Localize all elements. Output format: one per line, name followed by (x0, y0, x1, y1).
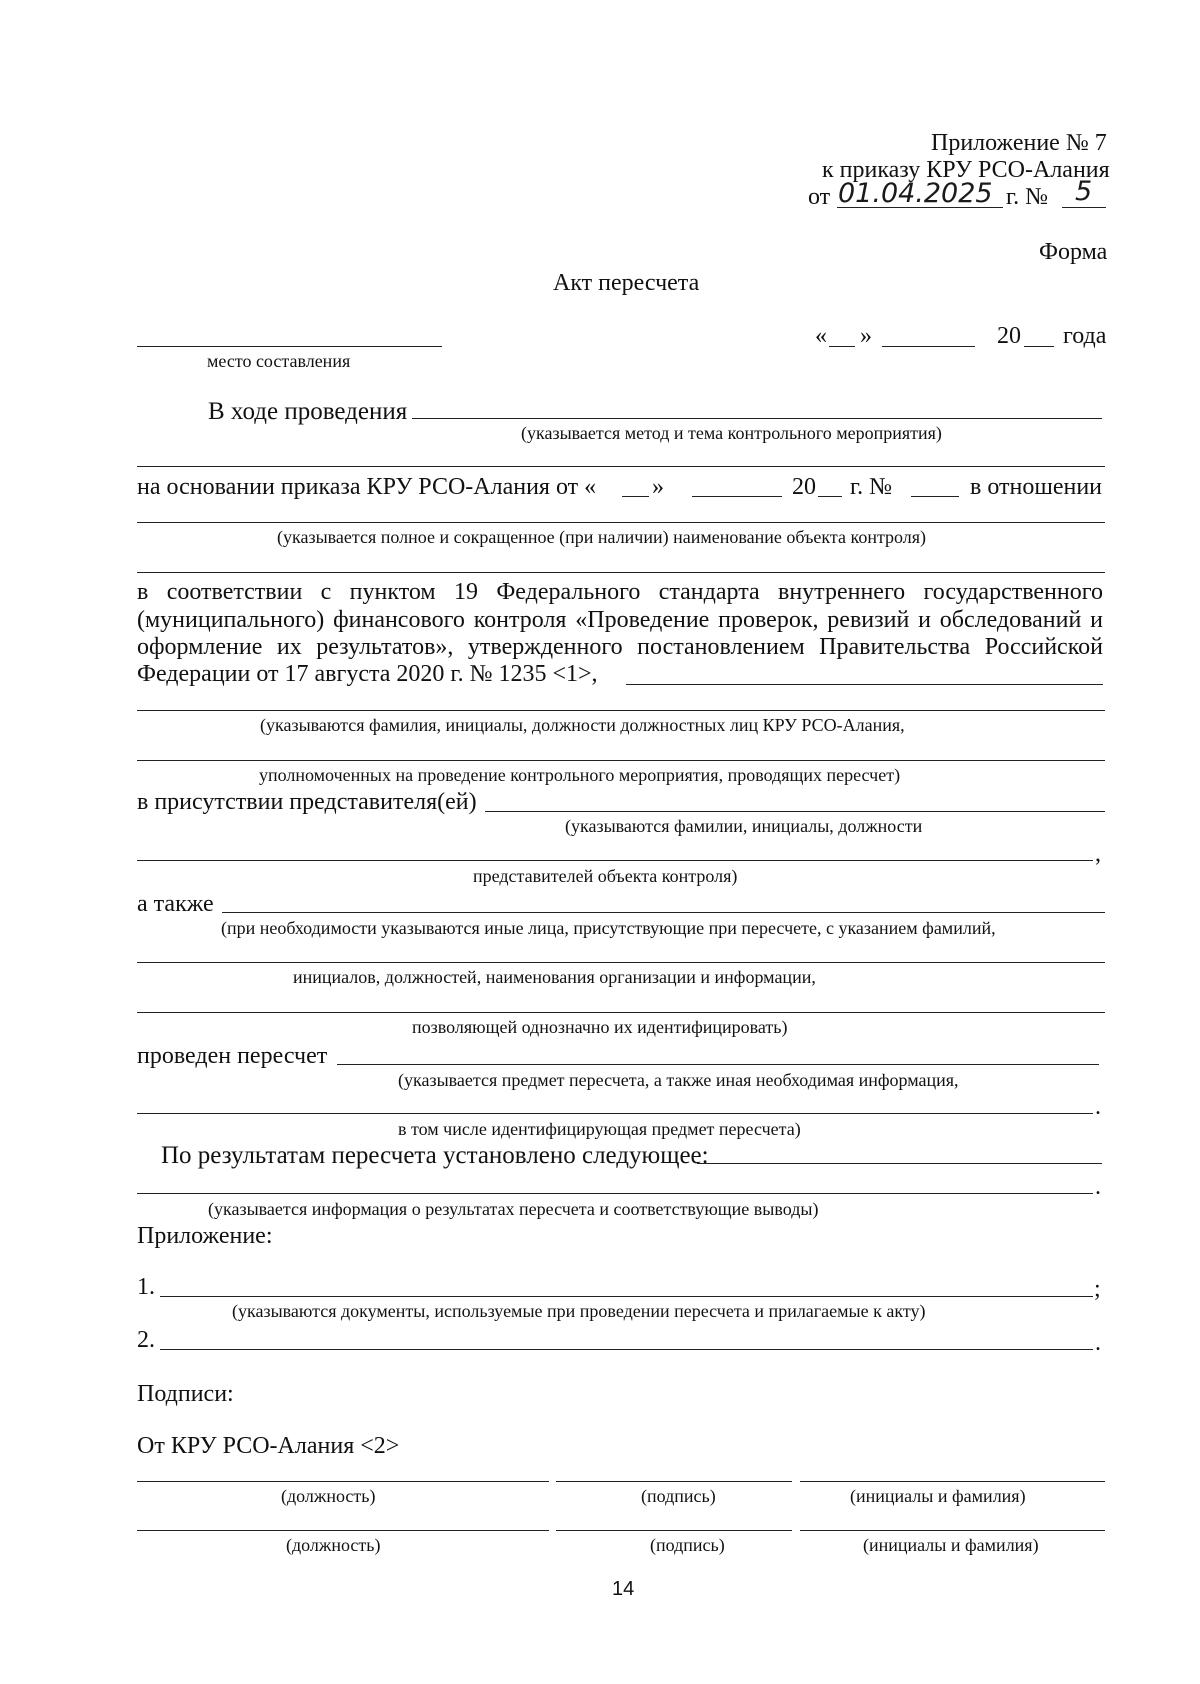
results-line (697, 1163, 1102, 1164)
results-caption: (указывается информация о результатах пересчета и соответствующие выводы) (208, 1199, 819, 1219)
also-line (222, 912, 1105, 913)
during-caption: (указывается метод и тема контрольного мероприятия) (521, 423, 942, 443)
presence-line-2 (137, 860, 1093, 861)
also-line-2 (137, 962, 1105, 963)
recount-line (337, 1064, 1099, 1065)
order-number-line (1062, 207, 1106, 208)
recount-label: проведен пересчет (137, 1043, 328, 1069)
signature-row-2-position: (должность) (286, 1535, 381, 1555)
signatures-from: От КРУ РСО-Алания <2> (137, 1433, 400, 1459)
results-line-2 (137, 1193, 1093, 1194)
appendix-label: Приложение № 7 (931, 130, 1107, 156)
attachment-2-trailing: . (1095, 1330, 1101, 1356)
signature-row-2-position-line (137, 1530, 549, 1531)
signature-row-1-name: (инициалы и фамилия) (850, 1486, 1026, 1506)
recount-line-2 (137, 1113, 1093, 1114)
results-label: По результатам пересчета установлено следующее: (161, 1142, 709, 1169)
year-line (1024, 346, 1054, 347)
document-title: Акт пересчета (553, 270, 700, 296)
presence-label: в присутствии представителя(ей) (137, 789, 477, 815)
basis-text-2: » (652, 474, 664, 500)
also-caption-2: инициалов, должностей, наименования организации и информации, (293, 967, 816, 987)
form-label: Форма (1039, 239, 1108, 265)
accordance-line-1: в соответствии с пунктом 19 Федерального стандарта внутреннего государственного (137, 579, 1103, 605)
accordance-line-4: Федерации от 17 августа 2020 г. № 1235 <1>, (137, 661, 598, 687)
also-caption-1: (при необходимости указываются иные лица, присутствующие при пересчете, с указанием фамилий, (221, 918, 996, 938)
basis-day-line (622, 496, 649, 497)
signature-row-1-signature: (подпись) (641, 1486, 716, 1506)
during-line (412, 418, 1102, 419)
order-number-handwritten: 5 (1075, 176, 1093, 207)
attachment-1-trailing: ; (1094, 1276, 1101, 1302)
presence-trailing: , (1095, 841, 1101, 867)
also-label: а также (137, 891, 214, 917)
number-prefix: г. № (1006, 184, 1049, 210)
object-line-2 (137, 572, 1105, 573)
accordance-line-2: (муниципального) финансового контроля «Проведение проверок, ревизий и обследований и (137, 607, 1103, 633)
recount-trailing: . (1095, 1094, 1101, 1120)
officials-line-2 (137, 710, 1105, 711)
presence-line (485, 811, 1105, 812)
date-quote-close: » (860, 323, 872, 349)
order-date-handwritten: 01.04.2025 (838, 178, 993, 209)
officials-caption-2: уполномоченных на проведение контрольного мероприятия, проводящих пересчет) (259, 765, 901, 785)
recount-caption-2: в том числе идентифицирующая предмет пересчета) (398, 1119, 801, 1139)
basis-year: 20 (792, 474, 816, 500)
signature-row-2-name: (инициалы и фамилия) (863, 1535, 1039, 1555)
presence-caption-2: представителей объекта контроля) (473, 866, 738, 886)
attachment-2-line (160, 1349, 1093, 1350)
year-suffix: года (1063, 323, 1107, 349)
results-trailing: . (1095, 1174, 1101, 1200)
signature-row-1-name-line (800, 1481, 1105, 1482)
also-line-3 (137, 1012, 1105, 1013)
attachment-1-line (160, 1296, 1093, 1297)
attachment-1-number: 1. (137, 1274, 155, 1300)
signature-row-2-name-line (800, 1530, 1105, 1531)
basis-number-line (911, 496, 959, 497)
officials-line-3 (137, 760, 1105, 761)
signature-row-2-signature: (подпись) (650, 1535, 725, 1555)
place-caption: место составления (207, 351, 351, 371)
month-line (882, 346, 975, 347)
attachments-label: Приложение: (137, 1223, 273, 1249)
basis-month-line (692, 496, 782, 497)
signature-row-1-position: (должность) (281, 1486, 376, 1506)
signature-row-1-position-line (137, 1481, 549, 1482)
year-prefix: 20 (997, 323, 1021, 349)
recount-caption-1: (указывается предмет пересчета, а также иная необходимая информация, (398, 1070, 959, 1090)
basis-number-label: г. № (850, 474, 893, 500)
date-prefix: от (808, 184, 831, 210)
basis-caption: (указывается полное и сокращенное (при наличии) наименование объекта контроля) (277, 527, 927, 547)
attachment-2-number: 2. (137, 1327, 155, 1353)
order-reference: к приказу КРУ РСО-Алания (822, 157, 1110, 183)
basis-text-1: на основании приказа КРУ РСО-Алания от « (137, 474, 597, 500)
officials-caption-1: (указываются фамилия, инициалы, должности должностных лиц КРУ РСО-Алания, (260, 715, 905, 735)
during-line-2 (137, 466, 1105, 467)
date-quote-open: « (815, 323, 827, 349)
signature-row-1-signature-line (556, 1481, 792, 1482)
basis-regarding: в отношении (970, 474, 1103, 500)
signature-row-2-signature-line (556, 1530, 792, 1531)
accordance-line-3: оформление их результатов», утвержденного постановлением Правительства Российской (137, 634, 1103, 660)
attachments-caption: (указываются документы, используемые при проведении пересчета и прилагаемые к акту) (232, 1301, 926, 1321)
also-caption-3: позволяющей однозначно их идентифицировать) (412, 1017, 788, 1037)
object-line (137, 522, 1105, 523)
presence-caption-1: (указываются фамилии, инициалы, должности (565, 816, 923, 836)
during-label: В ходе проведения (208, 398, 408, 425)
signatures-label: Подписи: (137, 1381, 234, 1407)
officials-line-1 (626, 684, 1103, 685)
day-line (829, 346, 855, 347)
place-line (137, 346, 442, 347)
page-number: 14 (612, 1578, 635, 1600)
basis-year-line (818, 496, 842, 497)
